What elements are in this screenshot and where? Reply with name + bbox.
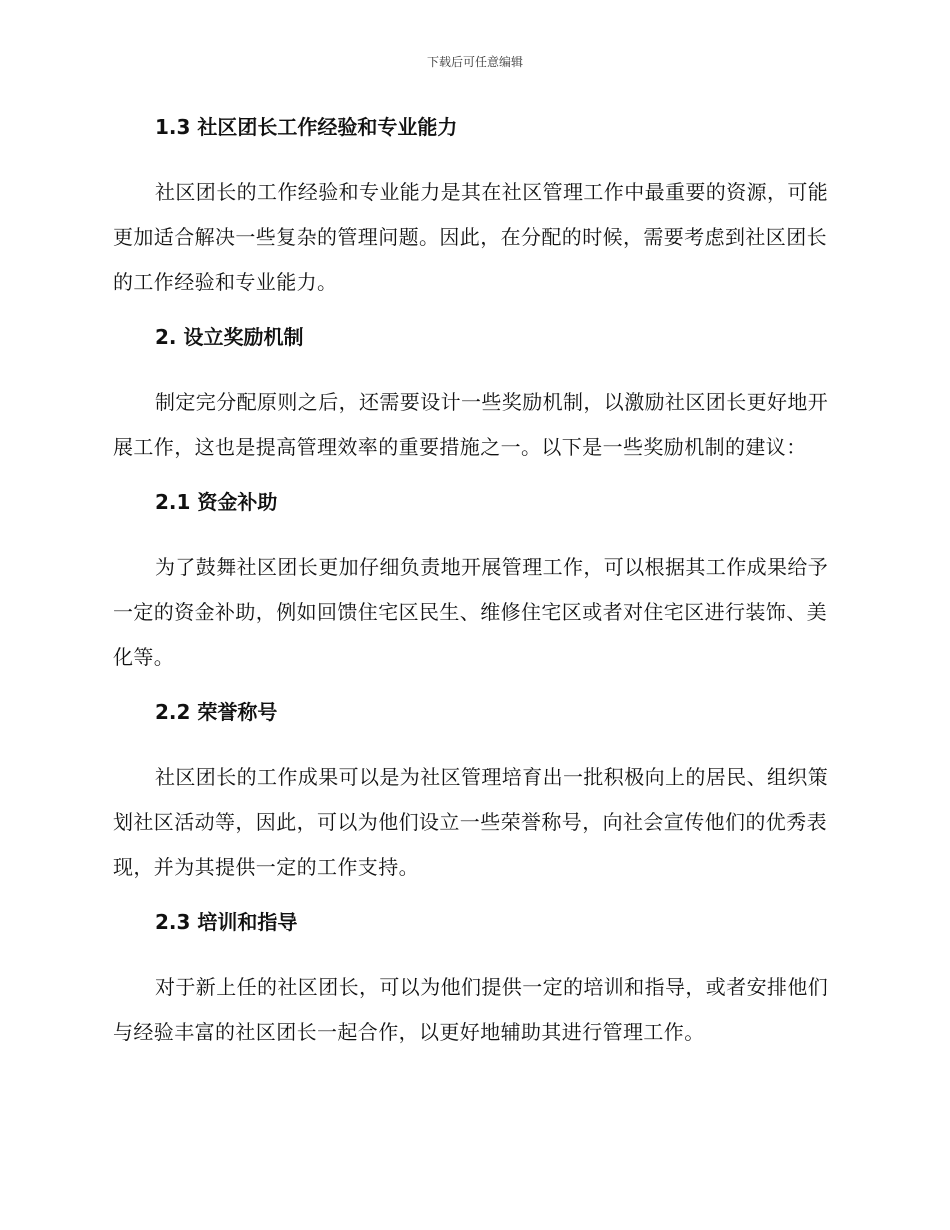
section-paragraph-2: 制定完分配原则之后，还需要设计一些奖励机制，以激励社区团长更好地开展工作，这也是提高管理效率的重要措施之一。以下是一些奖励机制的建议： [113,390,829,459]
section-heading-2: 2. 设立奖励机制 [155,325,304,349]
section-heading-2-1: 2.1 资金补助 [155,490,278,514]
section-paragraph-1-3: 社区团长的工作经验和专业能力是其在社区管理工作中最重要的资源，可能更加适合解决一些复杂的管理问题。因此，在分配的时候，需要考虑到社区团长的工作经验和专业能力。 [113,180,829,294]
section-paragraph-2-2: 社区团长的工作成果可以是为社区管理培育出一批积极向上的居民、组织策划社区活动等，因此，可以为他们设立一些荣誉称号，向社会宣传他们的优秀表现，并为其提供一定的工作支持。 [113,765,829,879]
document-body [113,112,837,1055]
section-paragraph-2-3: 对于新上任的社区团长，可以为他们提供一定的培训和指导，或者安排他们与经验丰富的社区团长一起合作，以更好地辅助其进行管理工作。 [113,975,829,1044]
page-header: 下载后可任意编辑 [426,55,523,69]
section-heading-2-3: 2.3 培训和指导 [155,910,298,934]
section-heading-1-3: 1.3 社区团长工作经验和专业能力 [155,115,458,139]
section-heading-2-2: 2.2 荣誉称号 [155,700,278,724]
section-paragraph-2-1: 为了鼓舞社区团长更加仔细负责地开展管理工作，可以根据其工作成果给予一定的资金补助，例如回馈住宅区民生、维修住宅区或者对住宅区进行装饰、美化等。 [113,555,829,669]
